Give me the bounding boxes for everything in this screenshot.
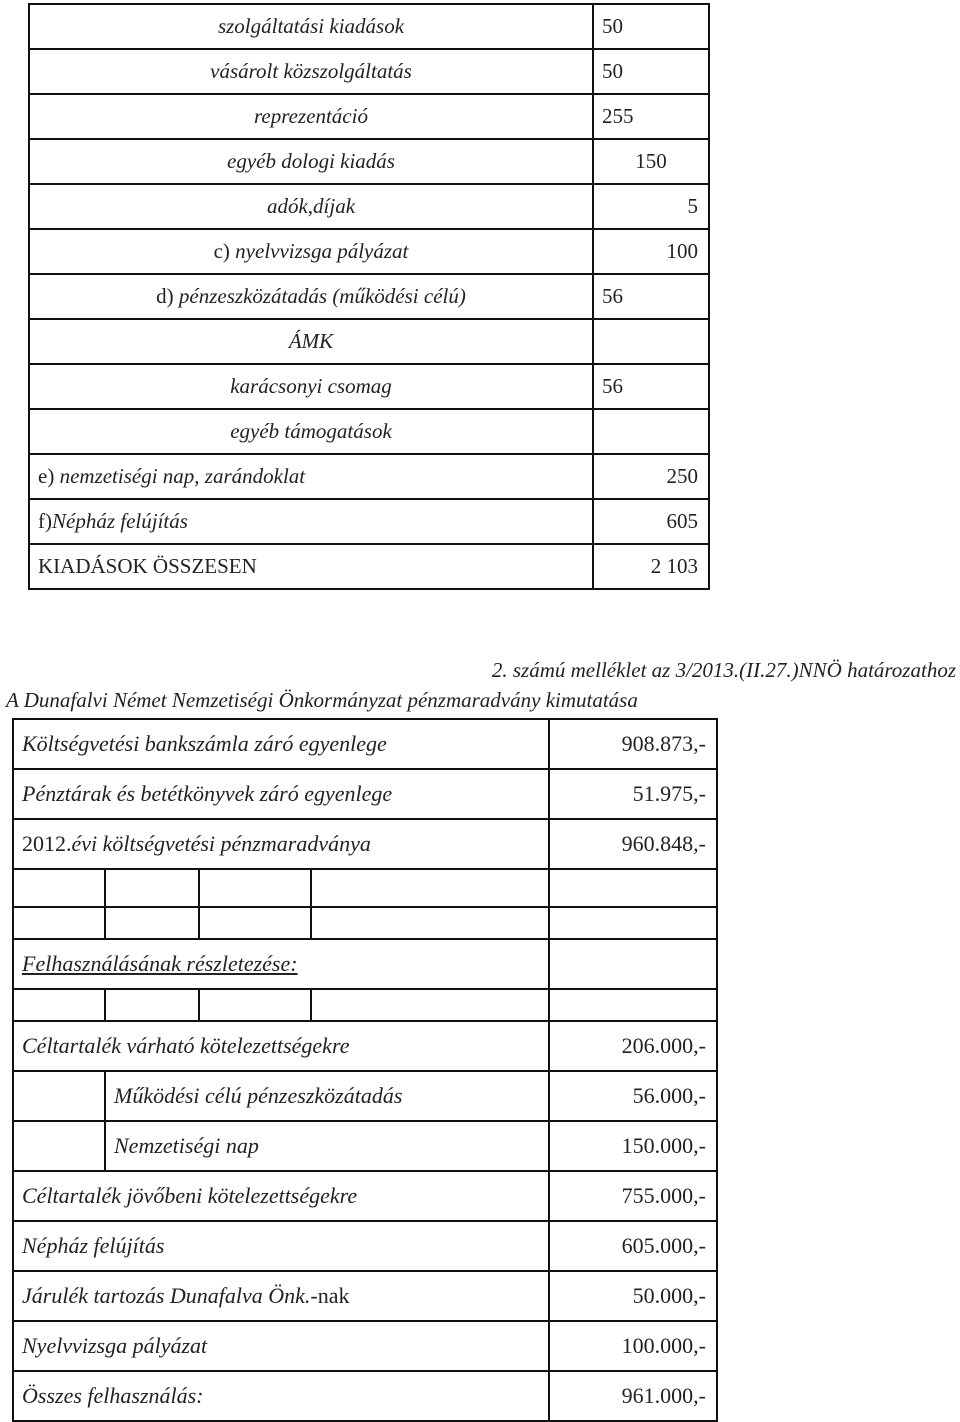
row-value: 206.000,- <box>549 1021 717 1071</box>
empty-cell <box>311 907 549 939</box>
row-label-text: Népház felújítás <box>52 509 188 533</box>
row-value: 56 <box>593 274 709 319</box>
row-label: Nyelvvizsga pályázat <box>13 1321 549 1371</box>
row-label: Költségvetési bankszámla záró egyenlege <box>13 719 549 769</box>
row-label: adók,díjak <box>29 184 593 229</box>
indent-cell <box>13 1071 105 1121</box>
table-row <box>13 1071 717 1121</box>
row-value: 605.000,- <box>549 1221 717 1271</box>
row-label: szolgáltatási kiadások <box>29 4 593 49</box>
row-label-prefix: c) <box>213 239 230 263</box>
annex-reference: 2. számú melléklet az 3/2013.(II.27.)NNÖ határozathoz <box>491 658 956 682</box>
empty-row <box>13 869 717 907</box>
table-row <box>13 1021 717 1071</box>
row-value: 51.975,- <box>549 769 717 819</box>
table-row <box>29 4 709 49</box>
row-label: KIADÁSOK ÖSSZESEN <box>29 544 593 589</box>
total-label: Összes felhasználás: <box>13 1371 549 1421</box>
row-value: 100 <box>593 229 709 274</box>
empty-cell <box>105 989 199 1021</box>
row-label-prefix: f) <box>38 509 52 533</box>
empty-cell <box>549 939 717 989</box>
row-value <box>593 319 709 364</box>
indent-cell <box>13 1121 105 1171</box>
table-row <box>13 1271 717 1321</box>
empty-row <box>13 907 717 939</box>
row-value: 255 <box>593 94 709 139</box>
row-label: egyéb dologi kiadás <box>29 139 593 184</box>
empty-cell <box>13 869 105 907</box>
row-label: reprezentáció <box>29 94 593 139</box>
row-label: Céltartalék jövőbeni kötelezettségekre <box>13 1171 549 1221</box>
row-value: 150 <box>593 139 709 184</box>
row-value: 100.000,- <box>549 1321 717 1371</box>
empty-cell <box>549 989 717 1021</box>
row-value: 2 103 <box>593 544 709 589</box>
row-label-text: évi költségvetési pénzmaradványa <box>71 831 371 856</box>
row-value: 50.000,- <box>549 1271 717 1321</box>
table-row <box>13 1171 717 1221</box>
row-label <box>29 454 593 499</box>
row-label <box>13 1271 549 1321</box>
row-value: 50 <box>593 49 709 94</box>
empty-cell <box>199 989 311 1021</box>
table-row <box>13 1321 717 1371</box>
empty-cell <box>311 869 549 907</box>
row-label <box>29 229 593 274</box>
table-row <box>13 939 717 989</box>
row-value: 150.000,- <box>549 1121 717 1171</box>
empty-cell <box>311 989 549 1021</box>
usage-heading <box>13 939 549 989</box>
row-value: 56.000,- <box>549 1071 717 1121</box>
empty-row <box>13 989 717 1021</box>
row-label: Céltartalék várható kötelezettségekre <box>13 1021 549 1071</box>
row-label: Népház felújítás <box>13 1221 549 1271</box>
table-row <box>29 544 709 589</box>
row-label-prefix: d) <box>156 284 174 308</box>
row-value: 250 <box>593 454 709 499</box>
empty-cell <box>13 907 105 939</box>
row-label-prefix: e) <box>38 464 55 488</box>
table-row <box>13 1221 717 1271</box>
table-row <box>13 769 717 819</box>
row-label <box>29 499 593 544</box>
row-value: 908.873,- <box>549 719 717 769</box>
row-label-text: nyelvvizsga pályázat <box>229 239 409 263</box>
row-label-text: pénzeszközátadás (működési célú) <box>173 284 466 308</box>
table-row <box>13 719 717 769</box>
usage-heading-text: Felhasználásának részletezése: <box>22 951 298 976</box>
table-row <box>29 184 709 229</box>
row-value: 755.000,- <box>549 1171 717 1221</box>
row-value: 605 <box>593 499 709 544</box>
row-label: Működési célú pénzeszközátadás <box>105 1071 549 1121</box>
empty-cell <box>105 907 199 939</box>
table-row <box>29 49 709 94</box>
empty-cell <box>549 869 717 907</box>
table-row <box>29 139 709 184</box>
table-row <box>29 319 709 364</box>
table-row <box>29 229 709 274</box>
row-label-prefix: 2012. <box>22 831 72 856</box>
empty-cell <box>105 869 199 907</box>
balance-table <box>12 718 718 1422</box>
empty-cell <box>13 989 105 1021</box>
row-value <box>593 409 709 454</box>
total-value: 961.000,- <box>549 1371 717 1421</box>
document-title: A Dunafalvi Német Nemzetiségi Önkormányzat pénzmaradvány kimutatása <box>6 688 638 712</box>
empty-cell <box>199 869 311 907</box>
table-row <box>13 1371 717 1421</box>
row-label-suffix: -nak <box>310 1283 350 1308</box>
row-label-text: nemzetiségi nap, zarándoklat <box>54 464 306 488</box>
table-row <box>29 364 709 409</box>
row-value: 56 <box>593 364 709 409</box>
table-row <box>13 1121 717 1171</box>
row-label <box>13 819 549 869</box>
row-label: Nemzetiségi nap <box>105 1121 549 1171</box>
table-row <box>13 819 717 869</box>
row-label <box>29 274 593 319</box>
table-row <box>29 454 709 499</box>
row-label: karácsonyi csomag <box>29 364 593 409</box>
row-label: ÁMK <box>29 319 593 364</box>
row-value: 5 <box>593 184 709 229</box>
empty-cell <box>549 907 717 939</box>
row-value: 960.848,- <box>549 819 717 869</box>
row-label: egyéb támogatások <box>29 409 593 454</box>
table-row <box>29 274 709 319</box>
row-label: vásárolt közszolgáltatás <box>29 49 593 94</box>
row-label-text: Járulék tartozás Dunafalva Önk. <box>22 1283 311 1308</box>
table-row <box>29 409 709 454</box>
empty-cell <box>199 907 311 939</box>
row-value: 50 <box>593 4 709 49</box>
row-label: Pénztárak és betétkönyvek záró egyenlege <box>13 769 549 819</box>
table-row <box>29 94 709 139</box>
expenditure-table <box>28 3 710 590</box>
table-row <box>29 499 709 544</box>
